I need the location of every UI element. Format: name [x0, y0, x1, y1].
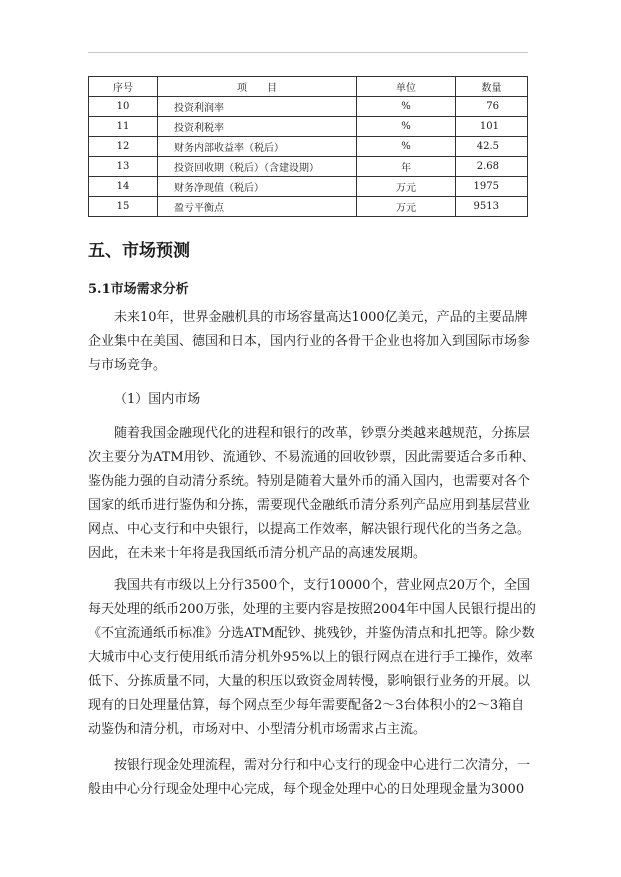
table-row [89, 117, 528, 137]
paragraph-line: 动鉴伪和清分机，市场对中、小型清分机市场需求占主流。 [88, 722, 427, 737]
cell-value: 76 [456, 97, 528, 117]
paragraph-line: 与市场竞争。 [88, 358, 167, 373]
paragraph-line: 随着我国金融现代化的进程和银行的改革，钞票分类越来越规范，分拣层 [114, 426, 531, 441]
cell-unit: 万元 [357, 197, 456, 217]
paragraph-modernization [88, 422, 535, 566]
cell-no: 11 [89, 117, 158, 137]
paragraph-line: 大城市中心支行使用纸币清分机外95%以上的银行网点在进行手工操作，效率 [88, 650, 533, 665]
table-row [89, 97, 528, 117]
cell-value: 42.5 [456, 137, 528, 157]
paragraph-line: 未来10年，世界金融机具的市场容量高达1000亿美元，产品的主要品牌 [114, 310, 528, 325]
paragraph-line: 现有的日处理量估算，每个网点至少每年需要配备2～3台体积小的2～3箱自 [88, 698, 525, 713]
paragraph-line: 网点、中心支行和中央银行，以提高工作效率，解决银行现代化的当务之急。 [88, 522, 531, 537]
paragraph-line: 鉴伪能力强的自动清分系统。特别是随着大量外币的涌入国内，也需要对各个 [88, 474, 531, 489]
paragraph-line: 国家的纸币进行鉴伪和分拣，需要现代金融纸币清分系列产品应用到基层营业 [88, 498, 531, 513]
cell-unit: % [357, 117, 456, 137]
paragraph-line: 次主要分为ATM用钞、流通钞、不易流通的回收钞票，因此需要适合多币种、 [88, 450, 535, 465]
cell-value: 101 [456, 117, 528, 137]
cell-no: 10 [89, 97, 158, 117]
cell-item: 财务内部收益率（税后） [158, 137, 357, 157]
cell-unit: % [357, 97, 456, 117]
cell-unit: 万元 [357, 177, 456, 197]
cell-item: 财务净现值（税后） [158, 177, 357, 197]
table-row [89, 157, 528, 177]
table-row [89, 137, 528, 157]
cell-unit: 年 [357, 157, 456, 177]
paragraph-line: 我国共有市级以上分行3500个，支行10000个，营业网点20万个，全国 [114, 578, 530, 593]
paragraph-line: 企业集中在美国、德国和日本，国内行业的各骨干企业也将加入到国际市场参 [88, 334, 531, 349]
paragraph-line: 般由中心分行现金处理中心完成，每个现金处理中心的日处理现金量为3000 [88, 782, 525, 797]
subsection-heading: 5.1市场需求分析 [88, 282, 189, 297]
paragraph-line: （1）国内市场 [114, 392, 201, 407]
cell-no: 13 [89, 157, 158, 177]
paragraph-bank-branches [88, 574, 536, 742]
table-row [89, 197, 528, 217]
paragraph-line: 低下、分拣质量不同，大量的积压以致资金周转慢，影响银行业务的开展。以 [88, 674, 531, 689]
paragraph-line: 每天处理的纸币200万张，处理的主要内容是按照2004年中国人民银行提出的 [88, 602, 536, 617]
cell-value: 1975 [456, 177, 528, 197]
cell-no: 14 [89, 177, 158, 197]
parameter-table [88, 76, 528, 217]
paragraph-line: 《不宜流通纸币标准》分选ATM配钞、挑残钞，并鉴伪清点和扎把等。除少数 [88, 626, 535, 641]
paragraph-domestic-market-title [88, 388, 528, 412]
cell-item: 投资利润率 [158, 97, 357, 117]
header-rule [88, 52, 528, 53]
table-header-row [89, 77, 528, 97]
cell-value: 9513 [456, 197, 528, 217]
table-row [89, 177, 528, 197]
col-header-unit: 单位 [357, 77, 456, 97]
paragraph-line: 因此，在未来十年将是我国纸币清分机产品的高速发展期。 [88, 546, 427, 561]
cell-item: 投资利税率 [158, 117, 357, 137]
cell-item: 盈亏平衡点 [158, 197, 357, 217]
cell-no: 15 [89, 197, 158, 217]
paragraph-market-outlook [88, 306, 531, 378]
cell-no: 12 [89, 137, 158, 157]
cell-item: 投资回收期（税后）（含建设期） [158, 157, 357, 177]
paragraph-cash-processing [88, 754, 531, 802]
paragraph-line: 按银行现金处理流程，需对分行和中心支行的现金中心进行二次清分，一 [114, 758, 531, 773]
col-header-value: 数量 [456, 77, 528, 97]
cell-value: 2.68 [456, 157, 528, 177]
col-header-item: 项 目 [158, 77, 357, 97]
col-header-no: 序号 [89, 77, 158, 97]
cell-unit: % [357, 137, 456, 157]
section-heading: 五、市场预测 [88, 241, 190, 261]
